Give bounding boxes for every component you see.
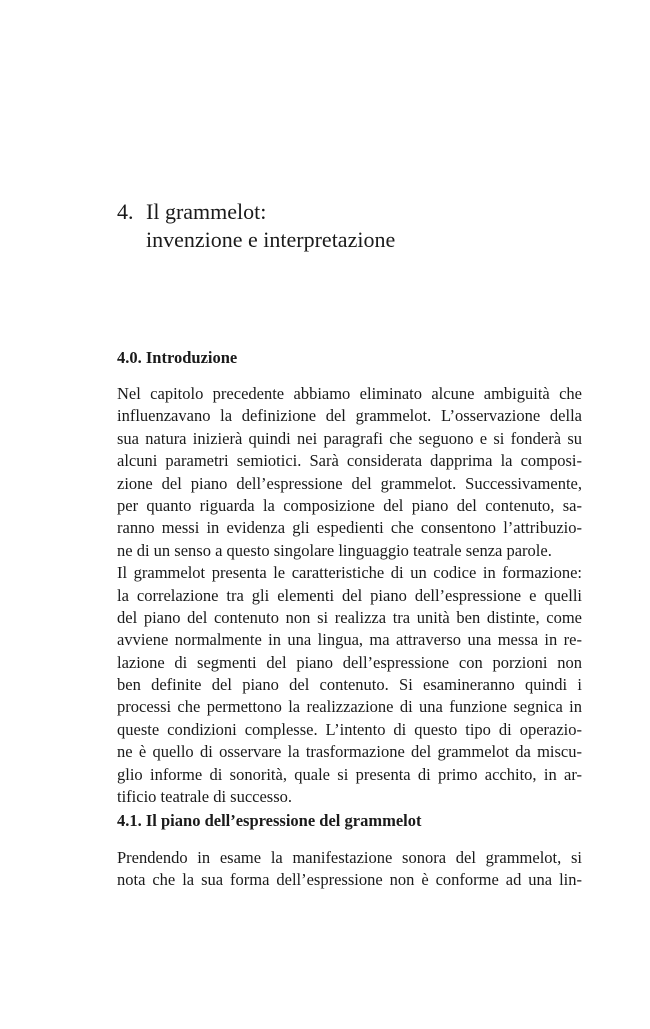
text-line: lazione di segmenti del piano dell’espressione con porzioni non — [117, 652, 582, 672]
text-line: la correlazione tra gli elementi del piano dell’espressione e quelli — [117, 585, 582, 605]
text-line: influenzavano la definizione del grammelot. L’osservazione della — [117, 406, 582, 426]
text-line: alcuni parametri semiotici. Sarà considerata dapprima la composi- — [117, 451, 582, 471]
text-line: sua natura inizierà quindi nei paragrafi che seguono e si fonderà su — [117, 428, 582, 448]
text-line: queste condizioni complesse. L’intento di questo tipo di operazio- — [117, 719, 582, 739]
text-line: per quanto riguarda la composizione del piano del contenuto, sa- — [117, 495, 582, 515]
paragraph-piano-espressione — [117, 847, 582, 892]
paragraph-introduzione — [117, 383, 582, 808]
text-line: avviene normalmente in una lingua, ma attraverso una messa in re- — [117, 630, 582, 650]
text-line: tificio teatrale di successo. — [117, 787, 293, 807]
text-line: ne di un senso a questo singolare linguaggio teatrale senza parole. — [117, 540, 552, 560]
section-heading-introduzione: 4.0. Introduzione — [117, 348, 238, 367]
text-line: nota che la sua forma dell’espressione non è conforme ad una lin- — [117, 870, 582, 890]
text-line: Il grammelot presenta le caratteristiche di un codice in formazione: — [117, 563, 582, 583]
section-heading-piano-espressione: 4.1. Il piano dell’espressione del grammelot — [117, 811, 422, 830]
text-line: processi che permettono la realizzazione di una funzione segnica in — [117, 697, 582, 717]
chapter-number: 4. — [117, 199, 134, 224]
chapter-title — [117, 198, 537, 254]
text-line: Prendendo in esame la manifestazione sonora del grammelot, si — [117, 848, 582, 867]
text-line: ben definite del piano del contenuto. Si esamineranno quindi i — [117, 675, 582, 695]
chapter-title-line2: invenzione e interpretazione — [146, 227, 396, 252]
text-line: ranno messi in evidenza gli espedienti che consentono l’attribuzio- — [117, 518, 582, 538]
text-line: glio informe di sonorità, quale si presenta di primo acchito, in ar- — [117, 764, 582, 784]
chapter-title-line1: Il grammelot: — [146, 199, 267, 224]
text-line: zione del piano dell’espressione del grammelot. Successivamente, — [117, 473, 582, 493]
text-line: del piano del contenuto non si realizza tra unità ben distinte, come — [117, 607, 582, 627]
text-line: ne è quello di osservare la trasformazione del grammelot da miscu- — [117, 742, 582, 762]
text-line: Nel capitolo precedente abbiamo eliminato alcune ambiguità che — [117, 384, 582, 403]
